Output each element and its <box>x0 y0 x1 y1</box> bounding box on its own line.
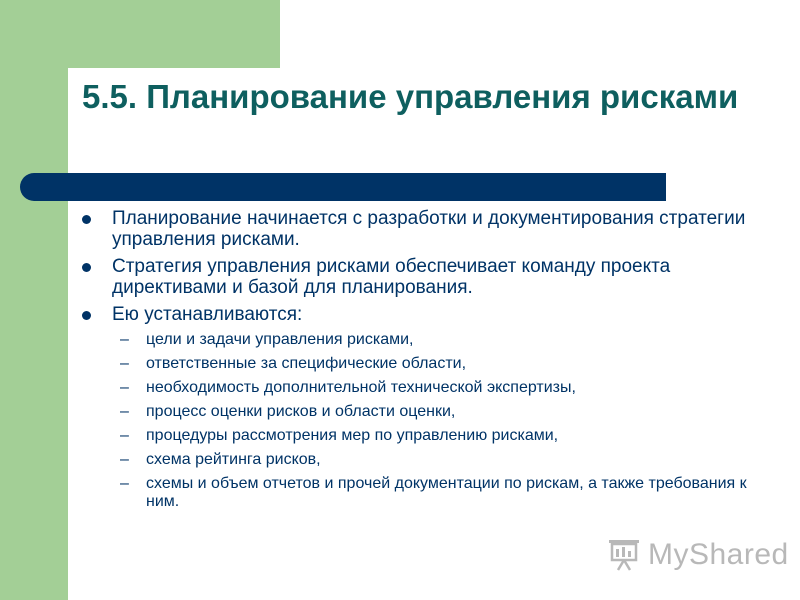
sub-bullet-text: цели и задачи управления рисками, <box>146 331 414 348</box>
bullet-dot-icon <box>82 263 91 272</box>
sub-bullet-text: необходимость дополнительной технической экспертизы, <box>146 379 576 396</box>
sub-bullet-text: схемы и объем отчетов и прочей документации по рискам, а также требования к ним. <box>146 475 747 510</box>
sub-bullet-item <box>80 475 760 511</box>
sub-bullet-list <box>80 331 760 511</box>
presentation-board-icon <box>606 537 642 573</box>
sub-bullet-item <box>80 379 760 397</box>
dash-marker: – <box>120 379 129 396</box>
bullet-text: Ею устанавливаются: <box>112 304 303 325</box>
watermark-text: MyShared <box>648 538 789 571</box>
bullet-item <box>80 304 760 325</box>
title-underline-bar <box>20 173 666 201</box>
bullet-dot-icon <box>82 311 91 320</box>
sub-bullet-text: схема рейтинга рисков, <box>146 451 321 468</box>
dash-marker: – <box>120 355 129 372</box>
watermark-logo <box>606 535 789 575</box>
green-frame-left <box>0 0 68 600</box>
bullet-item <box>80 208 760 250</box>
sub-bullet-text: процедуры рассмотрения мер по управлению рисками, <box>146 427 559 444</box>
dash-marker: – <box>120 331 129 348</box>
sub-bullet-item <box>80 451 760 469</box>
slide-title: 5.5. Планирование управления рисками <box>82 78 739 115</box>
sub-bullet-item <box>80 331 760 349</box>
slide-content <box>80 208 760 517</box>
dash-marker: – <box>120 403 129 420</box>
sub-bullet-text: ответственные за специфические области, <box>146 355 467 372</box>
dash-marker: – <box>120 475 129 492</box>
green-frame-top <box>0 0 280 68</box>
sub-bullet-item <box>80 403 760 421</box>
sub-bullet-item <box>80 427 760 445</box>
bullet-text: Планирование начинается с разработки и документирования стратегии управления рисками. <box>112 208 746 250</box>
bullet-item <box>80 256 760 298</box>
dash-marker: – <box>120 451 129 468</box>
sub-bullet-text: процесс оценки рисков и области оценки, <box>146 403 456 420</box>
bullet-text: Стратегия управления рисками обеспечивает команду проекта директивами и базой для планирования. <box>112 256 671 298</box>
bullet-dot-icon <box>82 215 91 224</box>
dash-marker: – <box>120 427 129 444</box>
sub-bullet-item <box>80 355 760 373</box>
